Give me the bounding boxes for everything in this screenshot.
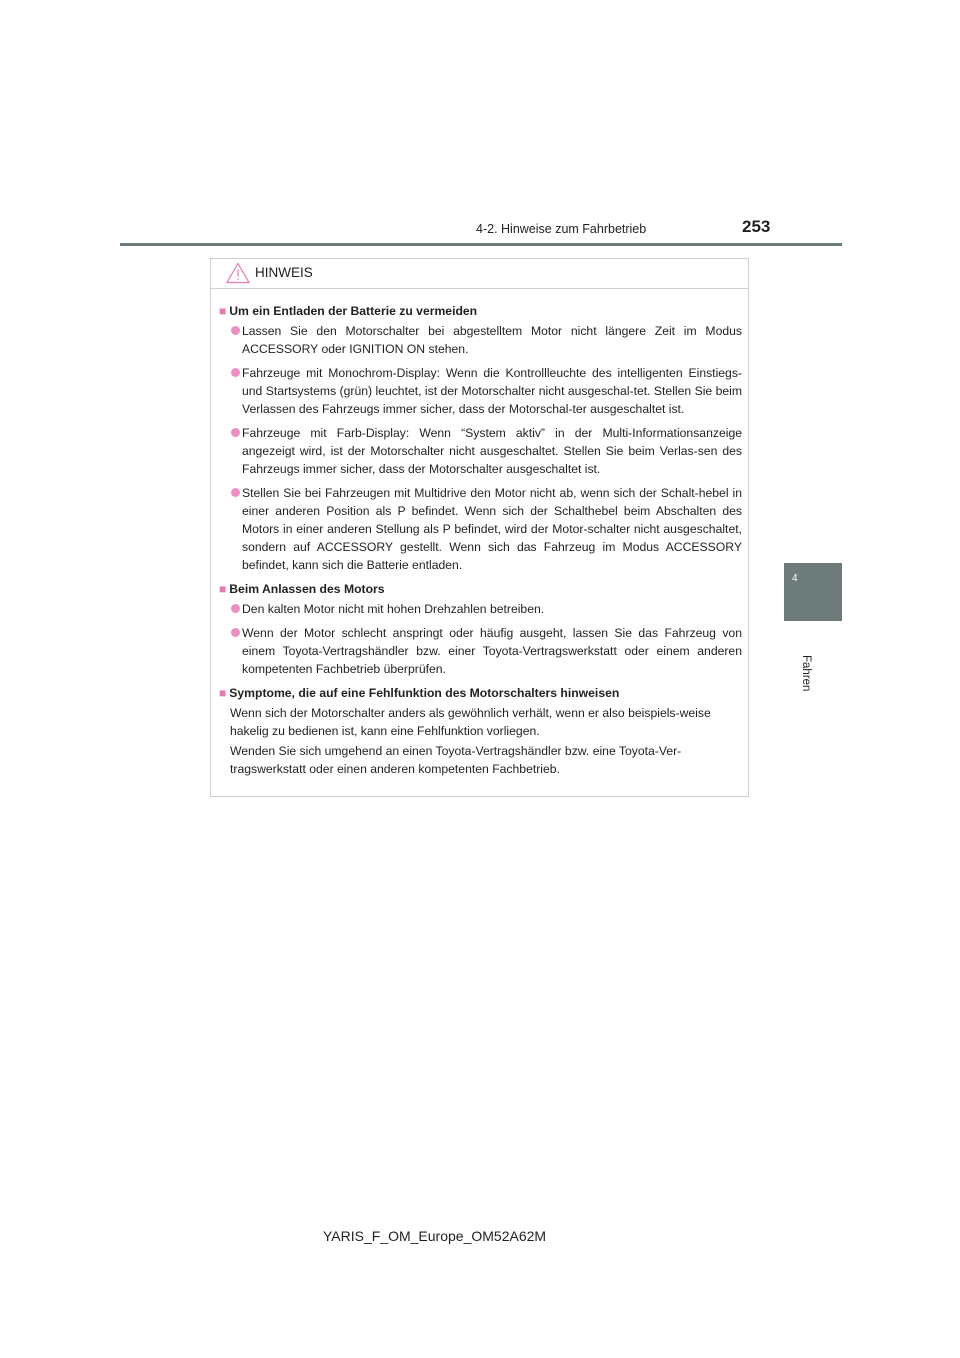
paragraph: Wenn sich der Motorschalter anders als gewöhnlich verhält, wenn er also beispiels-weise hakelig zu bedienen ist, kann eine Fehlfunktion vorliegen.	[230, 706, 711, 738]
section-heading: ■ Symptome, die auf eine Fehlfunktion des Motorschalters hinweisen	[219, 686, 620, 700]
notice-header	[211, 259, 748, 289]
bullet-item: Stellen Sie bei Fahrzeugen mit Multidrive den Motor nicht ab, wenn sich der Schalt-hebel in einer anderen Position als P befindet. Wenn sich der Schalthebel beim Abschalten des Motors in einer anderen Stellung als P befindet, wird der Motor-schalter nicht ausgeschaltet, sondern auf ACCESSORY gestellt. Wenn sich das Fahrzeug im Modus ACCESSORY befindet, kann sich die Batterie entladen.	[219, 484, 742, 574]
header-rule	[120, 243, 842, 246]
dot-bullet-icon	[231, 628, 240, 637]
dot-bullet-icon	[231, 368, 240, 377]
dot-bullet-icon	[231, 428, 240, 437]
chapter-label: Fahren	[800, 655, 812, 692]
bullet-item: Den kalten Motor nicht mit hohen Drehzahlen betreiben.	[219, 600, 742, 618]
paragraph: Wenden Sie sich umgehend an einen Toyota-Vertragshändler bzw. eine Toyota-Ver-tragswerkstatt oder einen anderen kompetenten Fachbetrieb.	[230, 744, 682, 776]
warning-triangle-icon	[226, 262, 250, 284]
notice-body	[211, 289, 748, 778]
header-section-title: 4-2. Hinweise zum Fahrbetrieb	[476, 222, 647, 236]
section-heading: ■ Um ein Entladen der Batterie zu vermeiden	[219, 304, 478, 318]
square-bullet-icon: ■	[219, 686, 227, 700]
dot-bullet-icon	[231, 604, 240, 613]
bullet-item: Fahrzeuge mit Monochrom-Display: Wenn die Kontrollleuchte des intelligenten Einstiegs- und Startsystems (grün) leuchtet, ist der Motorschalter nicht ausgeschal-tet. Stellen Sie beim Verlassen des Fahrzeugs immer sicher, dass der Motorschal-ter ausgeschaltet ist.	[219, 364, 742, 418]
bullet-item: Lassen Sie den Motorschalter bei abgestelltem Motor nicht längere Zeit im Modus ACCESSORY oder IGNITION ON stehen.	[219, 322, 742, 358]
square-bullet-icon: ■	[219, 304, 227, 318]
chapter-number: 4	[792, 573, 798, 584]
square-bullet-icon: ■	[219, 582, 227, 596]
section-heading: ■ Beim Anlassen des Motors	[219, 582, 385, 596]
page-number: 253	[742, 217, 771, 236]
notice-box	[210, 258, 749, 797]
footer-doc-id: YARIS_F_OM_Europe_OM52A62M	[323, 1228, 547, 1244]
bullet-item: Wenn der Motor schlecht anspringt oder häufig ausgeht, lassen Sie das Fahrzeug von einem Toyota-Vertragshändler bzw. einer Toyota-Vertragswerkstatt oder einem anderen kompetenten Fachbetrieb überprüfen.	[219, 624, 742, 678]
dot-bullet-icon	[231, 488, 240, 497]
chapter-tab	[784, 563, 842, 621]
dot-bullet-icon	[231, 326, 240, 335]
notice-title: HINWEIS	[255, 265, 313, 280]
bullet-item: Fahrzeuge mit Farb-Display: Wenn “System aktiv” in der Multi-Informationsanzeige angezeigt wird, ist der Motorschalter nicht ausgeschaltet. Stellen Sie beim Verlas-sen des Fahrzeugs immer sicher, dass der Motorschalter ausgeschaltet ist.	[219, 424, 742, 478]
